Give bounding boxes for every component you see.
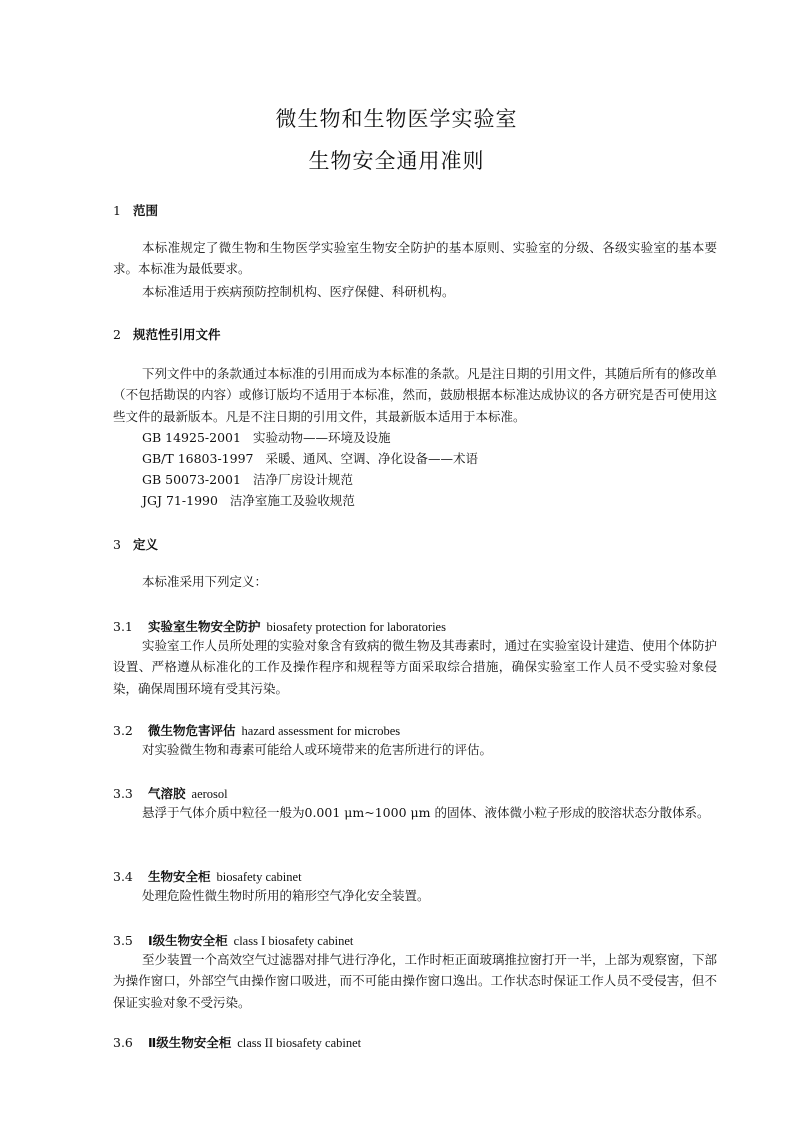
document-title-line2: 生物安全通用准则 bbox=[308, 149, 485, 173]
definition-term: 生物安全柜 bbox=[148, 869, 211, 884]
definition-3-2-text: 对实验微生物和毒素可能给人或环境带来的危害所进行的评估。 bbox=[142, 742, 493, 757]
definition-english: class II biosafety cabinet bbox=[237, 1036, 362, 1050]
definition-term: 气溶胶 bbox=[148, 786, 186, 801]
definition-3-4-text: 处理危险性微生物时所用的箱形空气净化安全装置。 bbox=[142, 888, 430, 903]
section-title: 定义 bbox=[133, 537, 159, 552]
definition-3-3-heading bbox=[113, 784, 228, 802]
definition-3-1-heading bbox=[113, 617, 446, 635]
definition-3-5-text: 至少装置一个高效空气过滤器对排气进行净化，工作时柜正面玻璃推拉窗打开一半，上部为观察窗，下部为操作窗口，外部空气由操作窗口吸进，而不可能由操作窗口逸出。工作状态时保证工作人员不受侵害，但不保证实验对象不受污染。 bbox=[113, 952, 718, 1010]
definition-number: 3.1 bbox=[113, 619, 133, 634]
document-title-line1: 微生物和生物医学实验室 bbox=[275, 107, 518, 131]
definition-number: 3.5 bbox=[113, 933, 133, 948]
definition-3-3-text: 悬浮于气体介质中粒径一般为0.001 μm~1000 μm 的固体、液体微小粒子形成的胶溶状态分散体系。 bbox=[142, 805, 710, 820]
reference-code: GB 50073-2001 bbox=[142, 472, 241, 487]
definition-term: Ⅱ级生物安全柜 bbox=[148, 1035, 232, 1050]
section-number: 3 bbox=[113, 537, 121, 552]
section-number: 2 bbox=[113, 327, 121, 342]
definition-english: class I biosafety cabinet bbox=[233, 934, 354, 948]
section-1-heading bbox=[113, 201, 158, 219]
reference-item bbox=[142, 469, 353, 490]
reference-title: 采暖、通风、空调、净化设备——术语 bbox=[265, 451, 479, 466]
definition-number: 3.2 bbox=[113, 723, 133, 738]
definition-english: biosafety cabinet bbox=[216, 870, 302, 884]
section-3-intro: 本标准采用下列定义： bbox=[142, 574, 268, 589]
definition-english: biosafety protection for laboratories bbox=[266, 620, 446, 634]
definition-term: Ⅰ级生物安全柜 bbox=[148, 933, 228, 948]
reference-title: 实验动物——环境及设施 bbox=[252, 430, 391, 445]
definition-term: 微生物危害评估 bbox=[148, 723, 236, 738]
definition-3-5-heading bbox=[113, 931, 353, 949]
reference-item bbox=[142, 490, 355, 511]
definition-english: hazard assessment for microbes bbox=[241, 724, 401, 738]
reference-item bbox=[142, 427, 390, 448]
definition-english: aerosol bbox=[191, 787, 228, 801]
reference-code: JGJ 71-1990 bbox=[142, 493, 218, 508]
definition-3-2-heading bbox=[113, 721, 400, 739]
reference-code: GB 14925-2001 bbox=[142, 430, 241, 445]
section-title: 规范性引用文件 bbox=[133, 327, 221, 342]
section-number: 1 bbox=[113, 203, 121, 218]
definition-3-6-heading bbox=[113, 1033, 361, 1051]
definition-3-4-heading bbox=[113, 867, 302, 885]
definition-number: 3.6 bbox=[113, 1035, 133, 1050]
section-2-paragraph-1: 下列文件中的条款通过本标准的引用而成为本标准的条款。凡是注日期的引用文件，其随后所有的修改单（不包括勘误的内容）或修订版均不适用于本标准，然而，鼓励根据本标准达成协议的各方研究是否可使用这些文件的最新版本。凡是不注日期的引用文件，其最新版本适用于本标准。 bbox=[113, 366, 718, 424]
definition-number: 3.4 bbox=[113, 869, 133, 884]
reference-code: GB/T 16803-1997 bbox=[142, 451, 254, 466]
reference-item bbox=[142, 448, 478, 469]
definition-term: 实验室生物安全防护 bbox=[148, 619, 261, 634]
reference-title: 洁净室施工及验收规范 bbox=[229, 493, 355, 508]
section-title: 范围 bbox=[133, 203, 159, 218]
definition-3-1-text: 实验室工作人员所处理的实验对象含有致病的微生物及其毒素时，通过在实验室设计建造、使用个体防护设置、严格遵从标准化的工作及操作程序和规程等方面采取综合措施，确保实验室工作人员不受实验对象侵染，确保周围环境有受其污染。 bbox=[113, 638, 718, 696]
definition-number: 3.3 bbox=[113, 786, 133, 801]
section-2-heading bbox=[113, 325, 221, 343]
section-3-heading bbox=[113, 535, 158, 553]
reference-title: 洁净厂房设计规范 bbox=[252, 472, 353, 487]
section-1-paragraph-1: 本标准规定了微生物和生物医学实验室生物安全防护的基本原则、实验室的分级、各级实验室的基本要求。本标准为最低要求。 bbox=[113, 240, 717, 277]
section-1-paragraph-2: 本标准适用于疾病预防控制机构、医疗保健、科研机构。 bbox=[142, 284, 455, 299]
